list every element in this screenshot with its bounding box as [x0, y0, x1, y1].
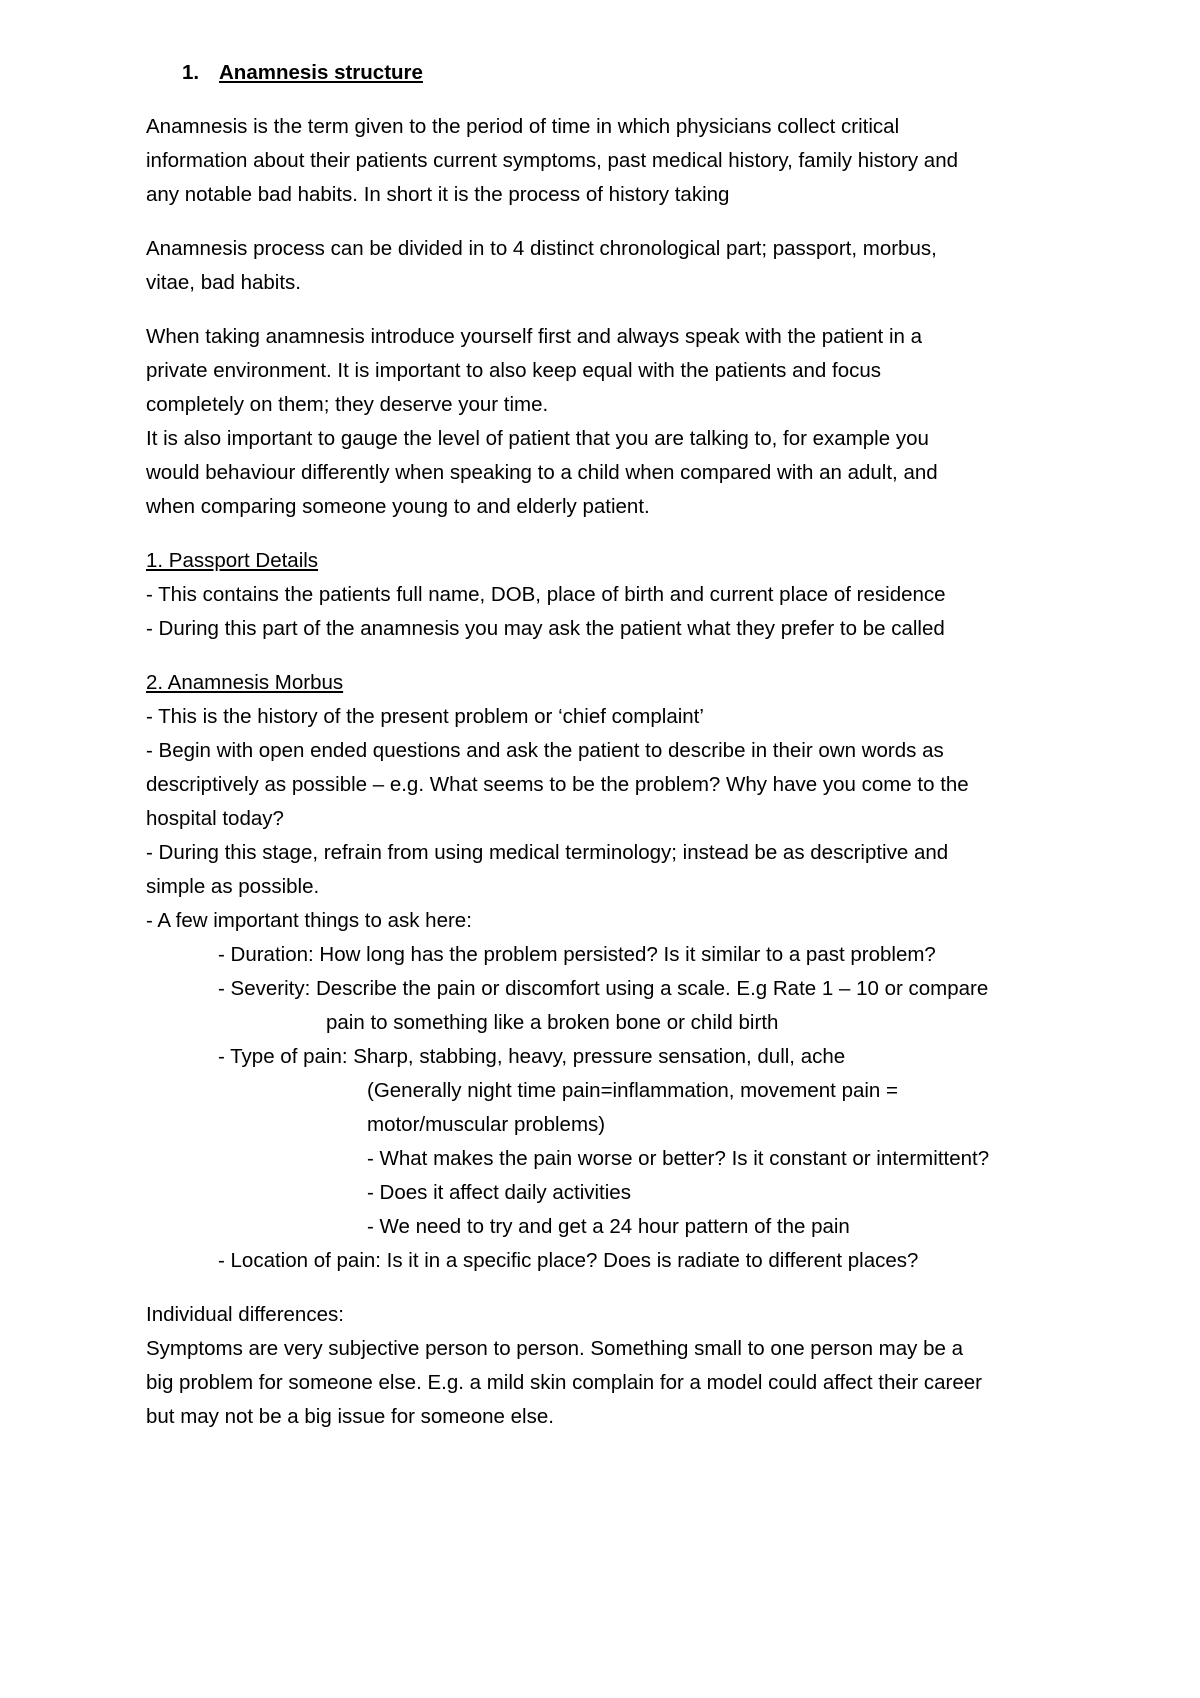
passport-line-1: - This contains the patients full name, DOB, place of birth and current place of residence: [146, 583, 946, 606]
passport-line-2: - During this part of the anamnesis you may ask the patient what they prefer to be called: [146, 617, 945, 640]
passport-section-title: 1. Passport Details: [146, 549, 319, 572]
intro-p3-line-3: completely on them; they deserve your time.: [146, 393, 549, 416]
severity-line-1: - Severity: Describe the pain or discomfort using a scale. E.g Rate 1 – 10 or compare: [218, 977, 989, 1000]
intro-p1-line-3: any notable bad habits. In short it is the process of history taking: [146, 183, 730, 206]
individual-line-2: big problem for someone else. E.g. a mild skin complain for a model could affect their career: [146, 1371, 982, 1394]
morbus-line-2: - Begin with open ended questions and ask the patient to describe in their own words as: [146, 739, 944, 762]
intro-p2-line-2: vitae, bad habits.: [146, 271, 301, 294]
type-of-pain-line-6: - We need to try and get a 24 hour pattern of the pain: [367, 1215, 850, 1238]
morbus-section-title: 2. Anamnesis Morbus: [146, 671, 344, 694]
individual-line-3: but may not be a big issue for someone else.: [146, 1405, 554, 1428]
location-line: - Location of pain: Is it in a specific place? Does is radiate to different places?: [218, 1249, 919, 1272]
morbus-line-5: - During this stage, refrain from using medical terminology; instead be as descriptive and: [146, 841, 949, 864]
heading-number: 1.: [182, 61, 200, 84]
intro-p3-line-2: private environment. It is important to also keep equal with the patients and focus: [146, 359, 881, 382]
intro-p1-line-1: Anamnesis is the term given to the period of time in which physicians collect critical: [146, 115, 900, 138]
morbus-line-4: hospital today?: [146, 807, 284, 830]
type-of-pain-line-3: motor/muscular problems): [367, 1113, 606, 1136]
individual-section-title: Individual differences:: [146, 1303, 344, 1326]
intro-p1-line-2: information about their patients current symptoms, past medical history, family history and: [146, 149, 958, 172]
morbus-line-1: - This is the history of the present problem or ‘chief complaint’: [146, 705, 704, 728]
type-of-pain-line-4: - What makes the pain worse or better? Is it constant or intermittent?: [367, 1147, 990, 1170]
individual-line-1: Symptoms are very subjective person to person. Something small to one person may be a: [146, 1337, 963, 1360]
type-of-pain-line-1: - Type of pain: Sharp, stabbing, heavy, pressure sensation, dull, ache: [218, 1045, 846, 1068]
intro-p3-line-6: when comparing someone young to and elderly patient.: [146, 495, 650, 518]
morbus-line-3: descriptively as possible – e.g. What seems to be the problem? Why have you come to the: [146, 773, 969, 796]
type-of-pain-line-5: - Does it affect daily activities: [367, 1181, 631, 1204]
intro-p3-line-5: would behaviour differently when speaking to a child when compared with an adult, and: [146, 461, 938, 484]
intro-p3-line-1: When taking anamnesis introduce yourself first and always speak with the patient in a: [146, 325, 922, 348]
type-of-pain-line-2: (Generally night time pain=inflammation, movement pain =: [367, 1079, 898, 1102]
intro-p2-line-1: Anamnesis process can be divided in to 4 distinct chronological part; passport, morbus,: [146, 237, 937, 260]
duration-line: - Duration: How long has the problem persisted? Is it similar to a past problem?: [218, 943, 936, 966]
severity-line-2: pain to something like a broken bone or child birth: [326, 1011, 779, 1034]
morbus-line-6: simple as possible.: [146, 875, 320, 898]
morbus-line-7: - A few important things to ask here:: [146, 909, 472, 932]
intro-p3-line-4: It is also important to gauge the level of patient that you are talking to, for example you: [146, 427, 929, 450]
heading-title: Anamnesis structure: [219, 61, 423, 84]
